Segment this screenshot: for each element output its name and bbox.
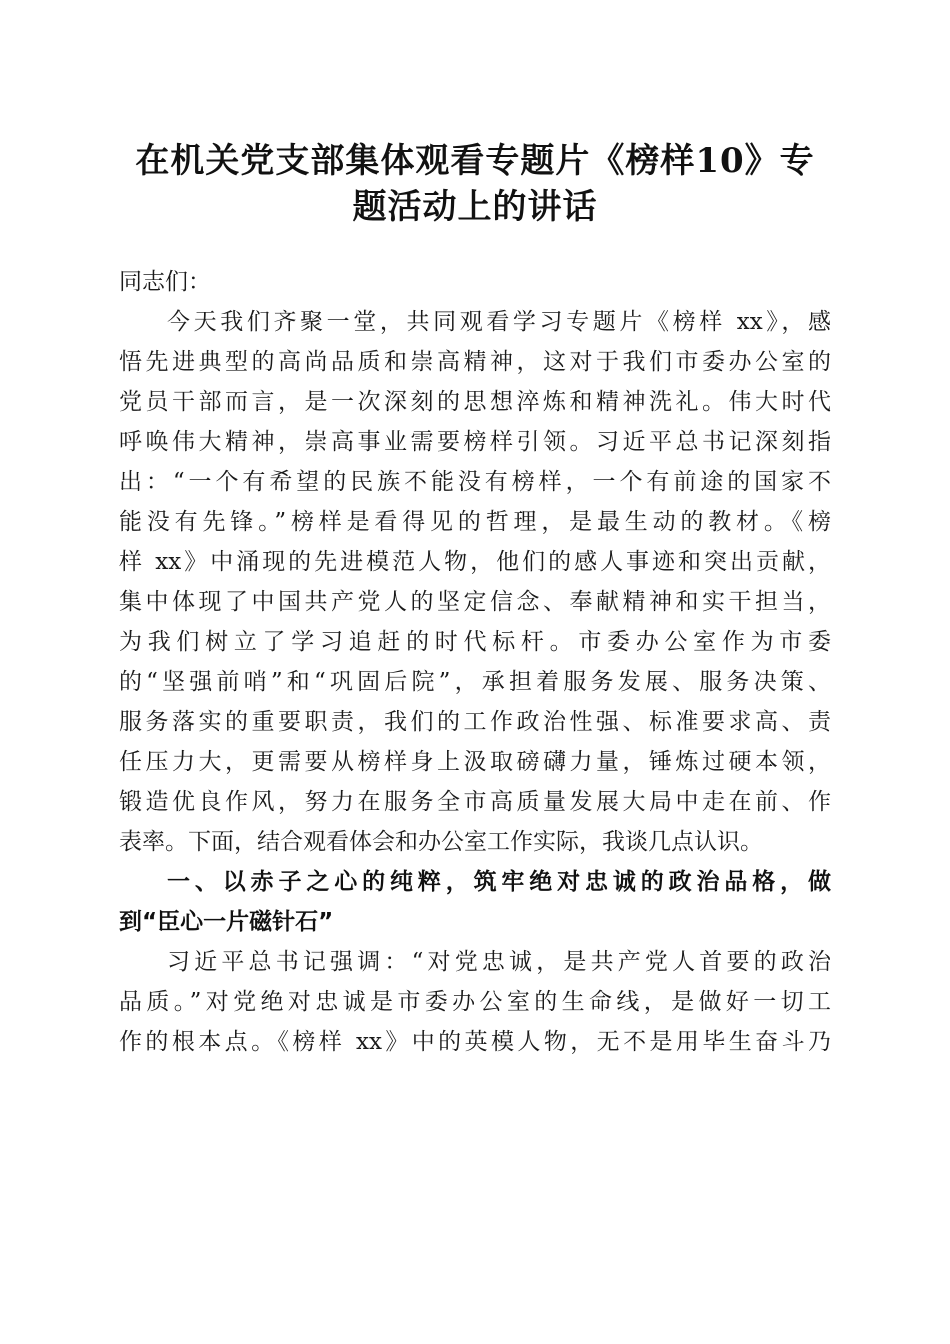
paragraph-1-line: 呼唤伟大精神，崇高事业需要榜样引领。习近平总书记深刻指 (119, 429, 831, 455)
paragraph-1-line: 样 xx》中涌现的先进模范人物，他们的感人事迹和突出贡献， (119, 549, 831, 575)
paragraph-1-line: 党员干部而言，是一次深刻的思想淬炼和精神洗礼。伟大时代 (119, 389, 831, 415)
paragraph-1-line: 表率。下面，结合观看体会和办公室工作实际，我谈几点认识。 (119, 829, 763, 855)
paragraph-1-line: 出：“一个有希望的民族不能没有榜样，一个有前途的国家不 (119, 469, 831, 495)
paragraph-1-line: 今天我们齐聚一堂，共同观看学习专题片《榜样 xx》，感 (167, 309, 831, 335)
salutation: 同志们： (119, 269, 211, 295)
paragraph-1-line: 为我们树立了学习追赶的时代标杆。市委办公室作为市委 (119, 629, 831, 655)
title-line: 题活动上的讲话 (352, 187, 598, 227)
document-body (119, 262, 831, 1062)
paragraph-1-line: 锻造优良作风，努力在服务全市高质量发展大局中走在前、作 (119, 789, 831, 815)
document-title (100, 138, 850, 230)
paragraph-2-line: 习近平总书记强调：“对党忠诚，是共产党人首要的政治 (167, 949, 831, 975)
paragraph-1-line: 集中体现了中国共产党人的坚定信念、奉献精神和实干担当， (119, 589, 831, 615)
paragraph-2-line: 品质。”对党绝对忠诚是市委办公室的生命线，是做好一切工 (119, 989, 831, 1015)
paragraph-1-line: 服务落实的重要职责，我们的工作政治性强、标准要求高、责 (119, 709, 831, 735)
paragraph-1-line: 能没有先锋。”榜样是看得见的哲理，是最生动的教材。《榜 (119, 509, 831, 535)
section-heading-1: 到“臣心一片磁针石” (119, 909, 334, 935)
paragraph-1-line: 悟先进典型的高尚品质和崇高精神，这对于我们市委办公室的 (119, 349, 831, 375)
title-line: 在机关党支部集体观看专题片《榜样10》专 (135, 141, 815, 181)
paragraph-1-line: 的“坚强前哨”和“巩固后院”，承担着服务发展、服务决策、 (119, 669, 831, 695)
paragraph-1-line: 任压力大，更需要从榜样身上汲取磅礴力量，锤炼过硬本领， (119, 749, 831, 775)
paragraph-2-line: 作的根本点。《榜样 xx》中的英模人物，无不是用毕生奋斗乃 (119, 1029, 831, 1055)
section-heading-1: 一、以赤子之心的纯粹，筑牢绝对忠诚的政治品格，做 (167, 869, 831, 895)
